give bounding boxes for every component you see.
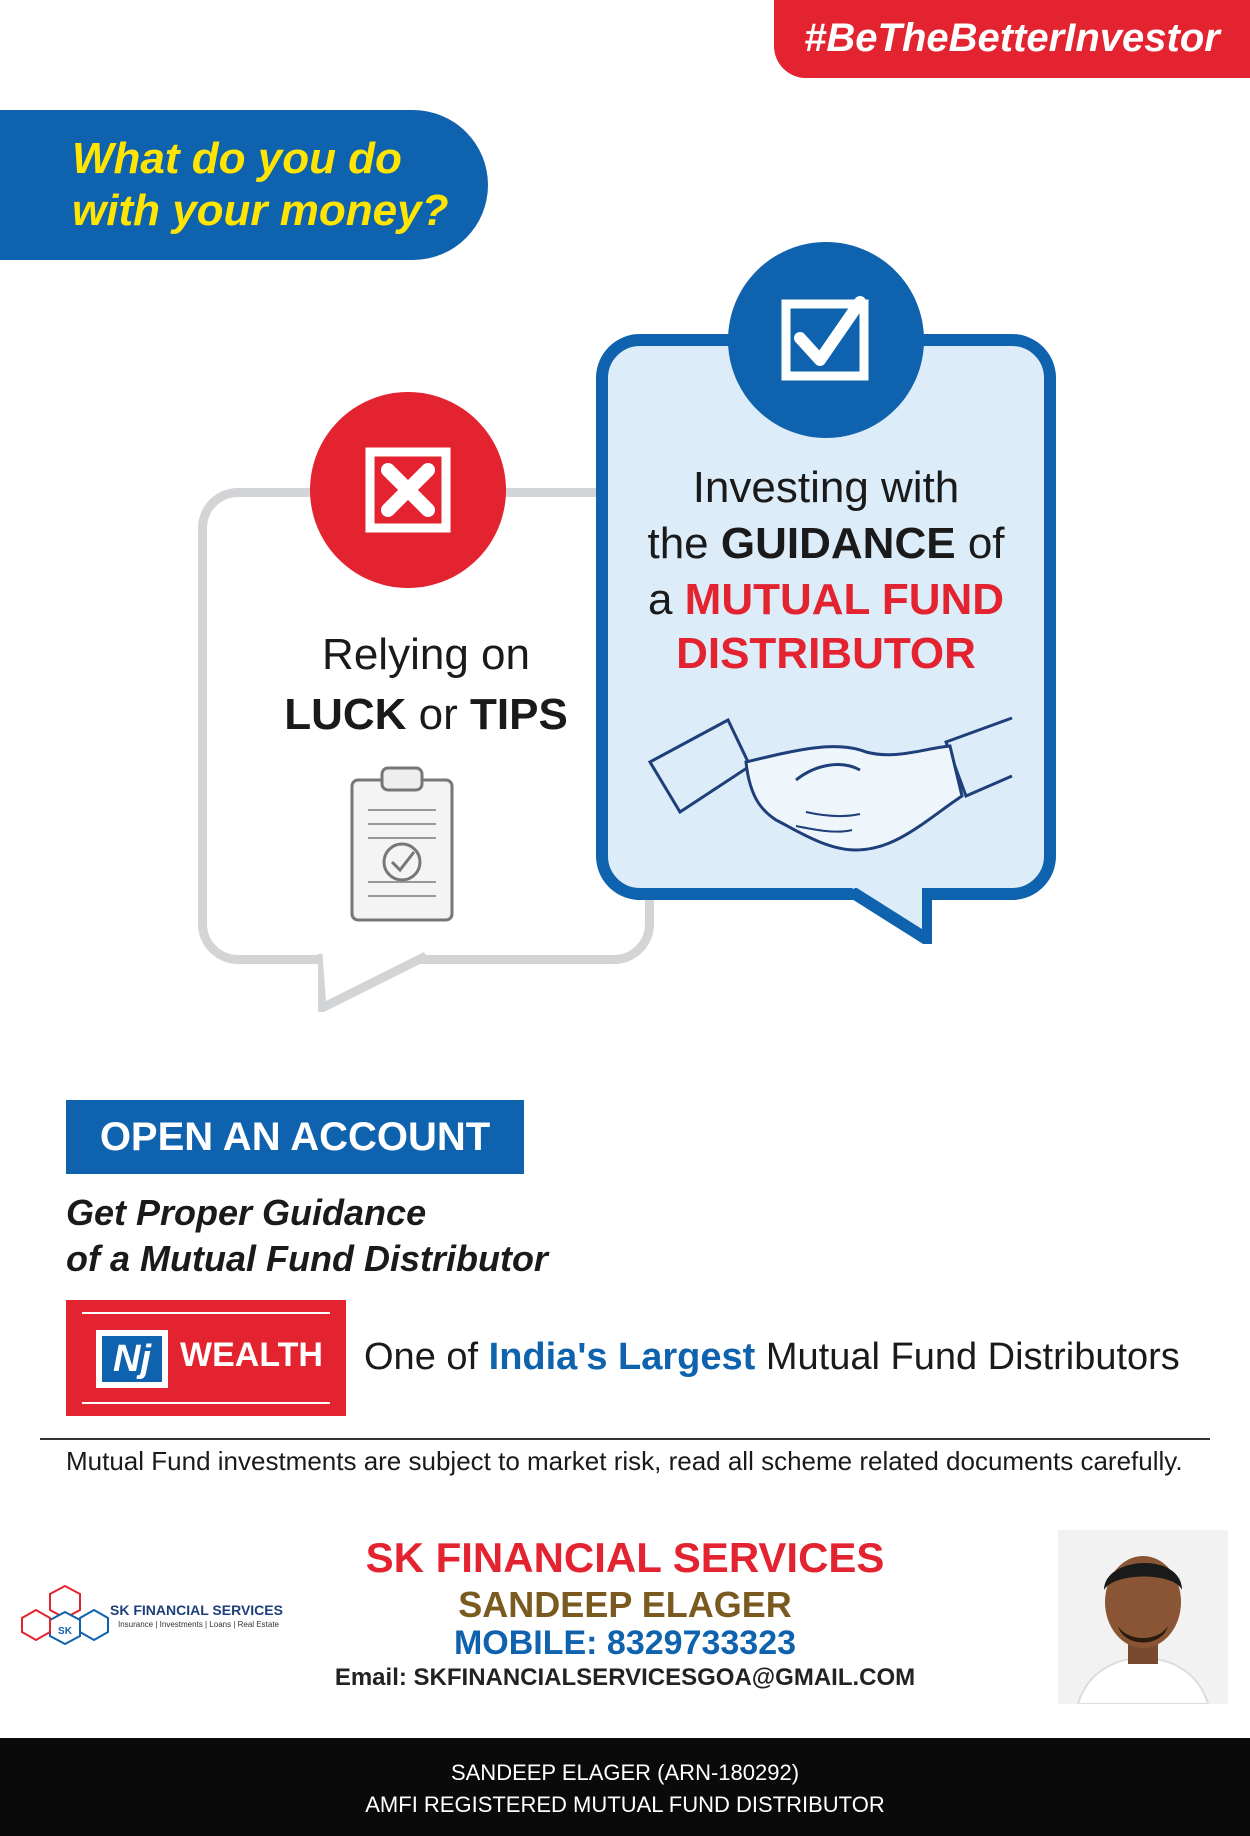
question-line-2: with your money?	[72, 186, 449, 235]
tips-word: TIPS	[470, 690, 568, 739]
person-portrait	[1058, 1530, 1228, 1704]
distributor-word: DISTRIBUTOR	[676, 629, 976, 678]
left-option-line-1: Relying on	[322, 630, 530, 679]
nj-tagline	[364, 1336, 1180, 1379]
footer-line-1: SANDEEP ELAGER (ARN-180292)	[450, 1760, 800, 1785]
mutual-fund-word: MUTUAL FUND	[684, 575, 1005, 624]
tagline-highlight: India's Largest	[488, 1336, 756, 1378]
logo-rule-top	[82, 1312, 330, 1314]
bubble-tail	[852, 888, 932, 944]
nj-wealth-logo	[66, 1300, 346, 1416]
question-line-1: What do you do	[72, 134, 402, 183]
tagline-post: Mutual Fund Distributors	[765, 1336, 1180, 1378]
guidance-line-2: of a Mutual Fund Distributor	[66, 1238, 548, 1279]
right-option-line-2	[596, 516, 1056, 571]
right-option-line-1: Investing with	[692, 463, 960, 512]
a-word: a	[647, 575, 673, 624]
nj-mark-text: Nj	[102, 1336, 162, 1382]
handshake-icon	[646, 700, 1016, 860]
sk-logo-badge: SK	[58, 1626, 72, 1637]
red-circle	[310, 392, 506, 588]
guidance-line-1: Get Proper Guidance	[66, 1192, 427, 1233]
footer-bar	[0, 1738, 1250, 1836]
right-option-line-3	[596, 572, 1056, 627]
open-account-button[interactable]: OPEN AN ACCOUNT	[66, 1100, 524, 1174]
clipboard-icon	[346, 762, 460, 928]
tagline-pre: One of	[364, 1336, 479, 1378]
nj-wordmark: WEALTH	[180, 1336, 323, 1374]
logo-rule-bottom	[82, 1402, 330, 1404]
person-photo	[1058, 1530, 1228, 1704]
check-box-icon	[728, 242, 924, 438]
nj-mark-icon	[96, 1330, 168, 1388]
email-address[interactable]: Email: SKFINANCIALSERVICESGOA@GMAIL.COM	[334, 1664, 916, 1691]
or-word: or	[418, 690, 458, 739]
cross-box-icon	[310, 392, 506, 588]
of-word: of	[967, 519, 1005, 568]
luck-word: LUCK	[284, 690, 407, 739]
mobile-number[interactable]: MOBILE: 8329733323	[453, 1624, 797, 1662]
disclaimer: Mutual Fund investments are subject to market risk, read all scheme related documents carefully.	[66, 1446, 1183, 1476]
hashtag-banner: #BeTheBetterInvestor	[774, 0, 1250, 78]
person-name: SANDEEP ELAGER	[458, 1584, 792, 1625]
divider	[40, 1438, 1210, 1440]
blue-circle	[728, 242, 924, 438]
the-word: the	[647, 519, 709, 568]
question-banner	[0, 110, 488, 260]
footer-line-2: AMFI REGISTERED MUTUAL FUND DISTRIBUTOR	[365, 1792, 885, 1817]
bubble-tail	[318, 952, 428, 1012]
sk-logo-subtitle: Insurance | Investments | Loans | Real Estate	[118, 1620, 279, 1629]
sk-logo-icon	[20, 1582, 110, 1652]
left-option-line-2	[198, 690, 654, 740]
sk-logo-name: SK FINANCIAL SERVICES	[110, 1602, 283, 1618]
company-name: SK FINANCIAL SERVICES	[365, 1534, 885, 1581]
guidance-word: GUIDANCE	[720, 519, 956, 568]
